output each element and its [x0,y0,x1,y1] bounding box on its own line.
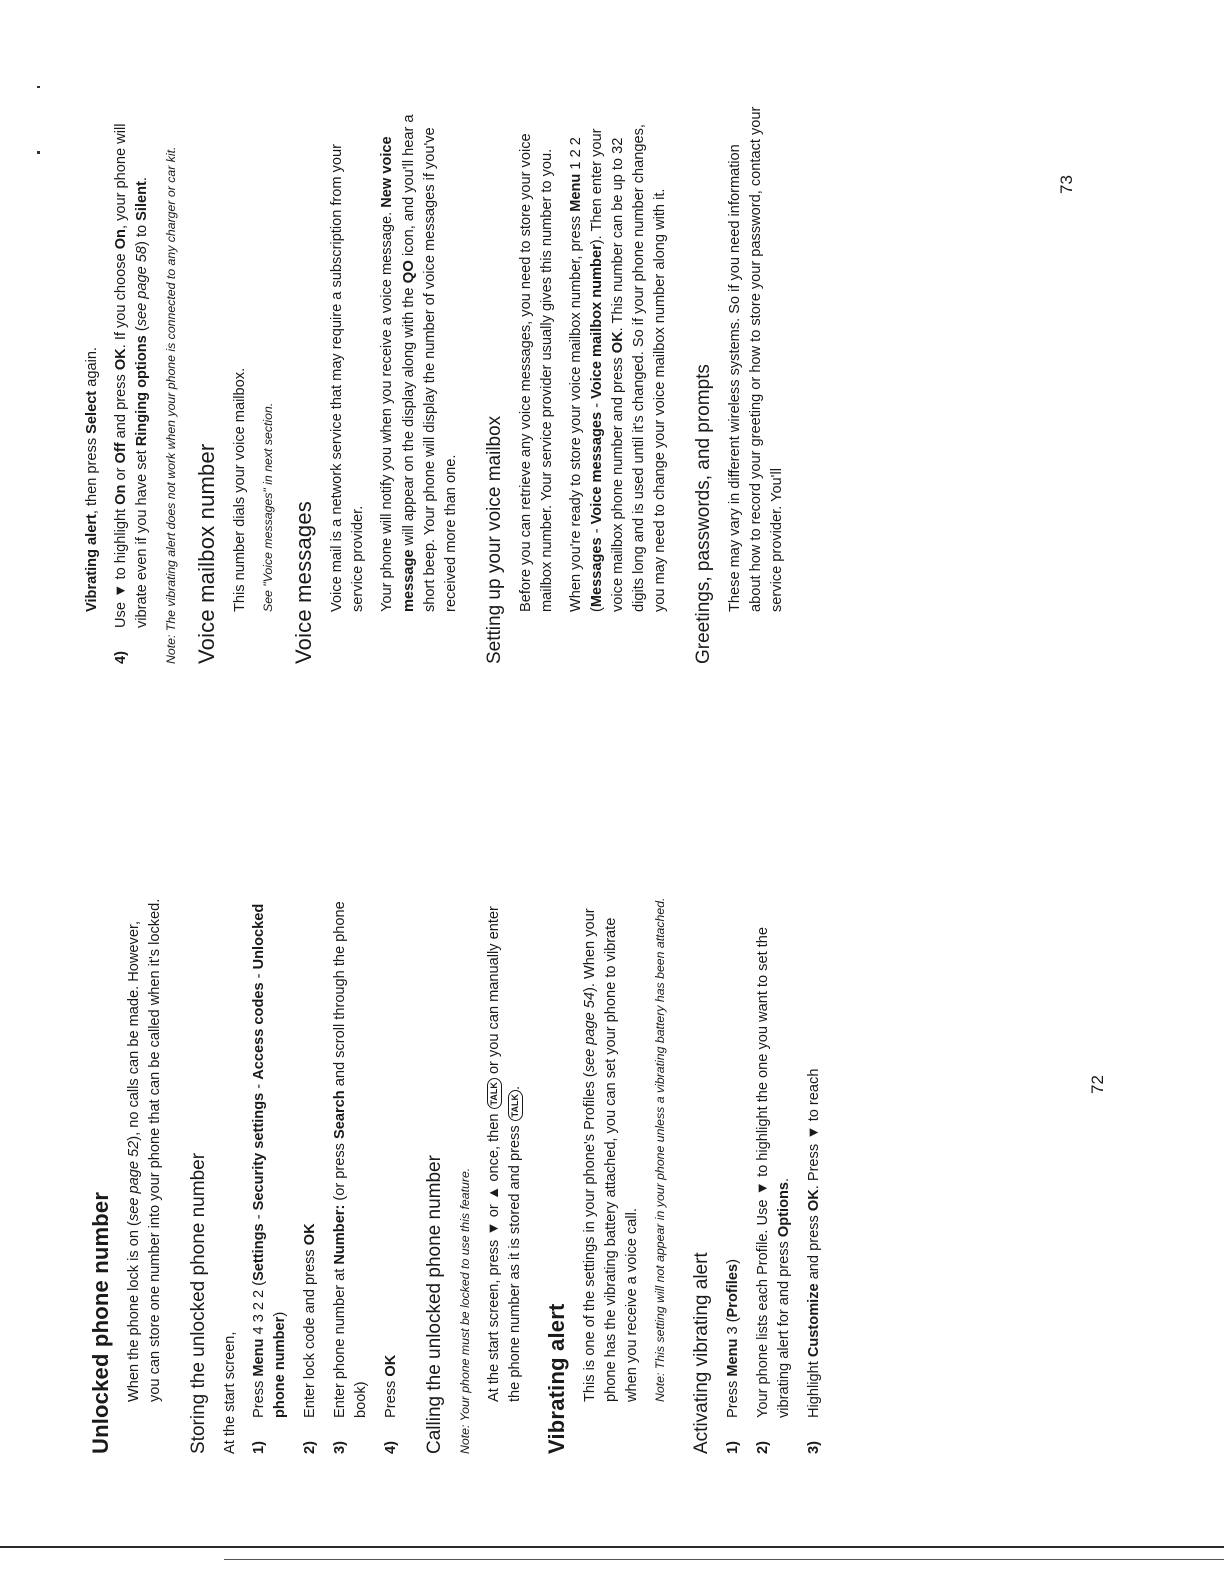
page-number-left: 72 [1088,1075,1107,1094]
setting-up-p1: Before you can retrieve any voice messages, you need to store your voice mailbox number. Your service provider usually gives this number to you. [518,133,555,612]
vibrating-step-4: 4) Use ▼ to highlight On or Off and press OK. If you choose On, your phone will vibrate even if you have set Ringing options (see page 58) to Silent. [113,123,150,664]
voice-messages-p1: Voice mail is a network service that may require a subscription from your service provider. [329,144,366,612]
left-page-content [88,894,834,1454]
voicemail-icon: QO [400,260,417,284]
heading-greetings: Greetings, passwords, and prompts [693,364,714,664]
heading-activating: Activating vibrating alert [691,1252,712,1454]
left-page [88,804,1178,1454]
storing-step-2: 2) Enter lock code and press OK [302,1223,318,1454]
heading-storing: Storing the unlocked phone number [188,1152,209,1454]
talk-key-icon: TALK [487,1078,502,1109]
activating-step-2: 2) Your phone lists each Profile. Use ▼ to highlight the one you want to set the vibrating alert for and press Options. [755,927,792,1454]
greetings-p1: These may vary in different wireless systems. So if you need information about how to record your greeting or how to store your password, contact your service provider. You'll [727,106,785,612]
activating-step-3: 3) Highlight Customize and press OK. Press ▼ to reach [806,1068,822,1454]
section-title-vibrating-alert: Vibrating alert [544,1303,569,1454]
section-title-voice-mailbox-number: Voice mailbox number [194,443,219,664]
vibrating-body: This is one of the settings in your phone's Profiles (see page 54). When your phone has the vibrating battery attached, you can set your phone to vibrate when you receive a voice call. [582,908,640,1402]
storing-step-1: 1) Press Menu 4 3 2 2 (Settings - Security settings - Access codes - Unlocked phone number) [251,903,288,1454]
vibrating-note: Note: This setting will not appear in your phone unless a vibrating battery has been attached. [653,897,667,1402]
up-arrow-icon: ▲ [486,1185,502,1201]
heading-calling: Calling the unlocked phone number [424,1155,445,1454]
storing-step-3: 3) Enter phone number at Number: (or press Search and scroll through the phone book) [332,901,369,1454]
activating-step-1: 1) Press Menu 3 (Profiles) [725,1259,741,1454]
vibrating-charger-note: Note: The vibrating alert does not work when your phone is connected to any charger or car kit. [164,146,178,664]
voice-mailbox-see: See "Voice messages" in next section. [261,402,275,612]
heading-setting-up: Setting up your voice mailbox [484,415,505,664]
continued-text: Vibrating alert, then press Select again. [84,347,100,612]
unlocked-intro: When the phone lock is on (see page 52), no calls can be made. However, you can store one number into your phone that can be called when it's locked. [126,898,163,1402]
down-arrow-icon: ▼ [486,1221,502,1236]
setting-up-p2: When you're ready to store your voice mailbox number, press Menu 1 2 2 (Messages - Voice messages - Voice mailbox number). Then enter your voice mailbox phone number and press OK. This number can be up to 32 digits long and is used until it's changed. So if your phone number changes, you may need to change your voice mailbox number along with it. [568,124,668,612]
scan-bottom-edge-inner [224,1559,1224,1560]
down-arrow-icon: ▼ [806,1125,822,1140]
scan-bottom-edge [0,1546,1224,1548]
voice-messages-p2: Your phone will notify you when you receive a voice message. New voice message will appear on the display along with the QO icon, and you'll hear a short beep. Your phone will display the number of voice messages if you've received more than one. [379,114,459,612]
right-page-content [82,104,796,664]
storing-step-4: 4) Press OK [383,1354,399,1454]
storing-lead: At the start screen, [222,1331,238,1454]
down-arrow-icon: ▼ [113,583,129,598]
calling-note: Note: Your phone must be locked to use this feature. [458,1167,472,1454]
down-arrow-icon: ▼ [755,1180,771,1196]
section-title-voice-messages: Voice messages [291,501,316,664]
page-number-right: 73 [1057,175,1076,194]
calling-body: At the start screen, press ▼ or ▲ once, then TALK or you can manually enter the phone number as it is stored and press TALK. [486,906,523,1402]
right-page [82,14,1172,664]
section-title-unlocked-phone-number: Unlocked phone number [88,1191,113,1454]
voice-mailbox-body: This number dials your voice mailbox. [232,367,248,612]
talk-key-icon: TALK [508,1090,523,1121]
